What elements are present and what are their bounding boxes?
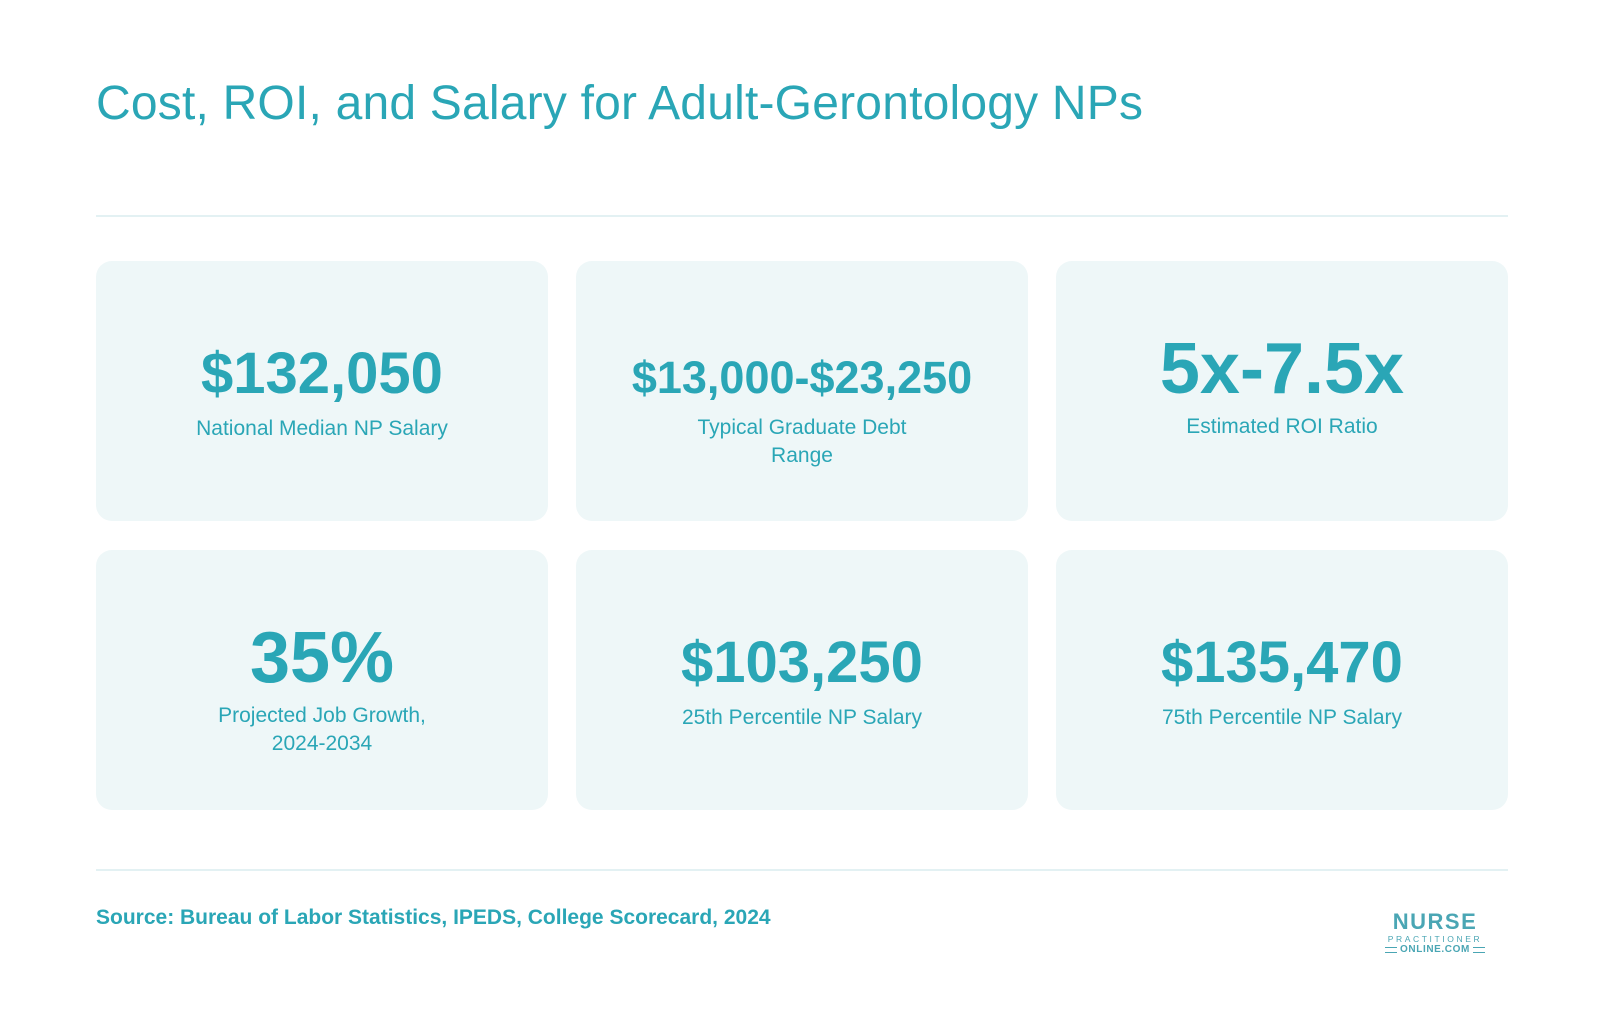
logo-domain-row [1382, 944, 1488, 955]
stat-label: Typical Graduate Debt Range [697, 416, 907, 467]
logo-domain: ONLINE.COM [1400, 944, 1470, 955]
stat-value: 35% [249, 618, 395, 698]
stat-card-75th-percentile [1056, 550, 1508, 810]
bottom-divider [96, 869, 1508, 871]
stat-value: 5x-7.5x [1159, 329, 1405, 409]
logo-subline: PRACTITIONER [1387, 934, 1483, 944]
stats-grid [96, 261, 1508, 810]
page-title: Cost, ROI, and Salary for Adult-Gerontology NPs [96, 77, 1144, 130]
stat-value: $135,470 [1161, 630, 1403, 695]
logo-wordmark: NURSE [1392, 909, 1478, 934]
logo-rule-left [1385, 947, 1397, 953]
stat-card-roi-ratio [1056, 261, 1508, 521]
stat-value: $103,250 [681, 630, 923, 695]
stat-card-job-growth [96, 550, 548, 810]
brand-logo [1381, 909, 1489, 955]
stat-card-25th-percentile [576, 550, 1028, 810]
stat-card-debt-range [576, 261, 1028, 521]
stat-value: $13,000-$23,250 [631, 352, 973, 403]
top-divider [96, 215, 1508, 217]
stat-label: 25th Percentile NP Salary [681, 706, 923, 729]
stat-label: Projected Job Growth, 2024-2034 [218, 704, 426, 755]
stat-card-median-salary [96, 261, 548, 521]
logo-rule-right [1473, 947, 1485, 953]
source-citation: Source: Bureau of Labor Statistics, IPEDS, College Scorecard, 2024 [96, 906, 771, 929]
stat-value: $132,050 [201, 341, 443, 406]
stat-label: 75th Percentile NP Salary [1161, 706, 1403, 729]
stat-label: Estimated ROI Ratio [1186, 415, 1378, 438]
stat-label: National Median NP Salary [196, 417, 448, 440]
